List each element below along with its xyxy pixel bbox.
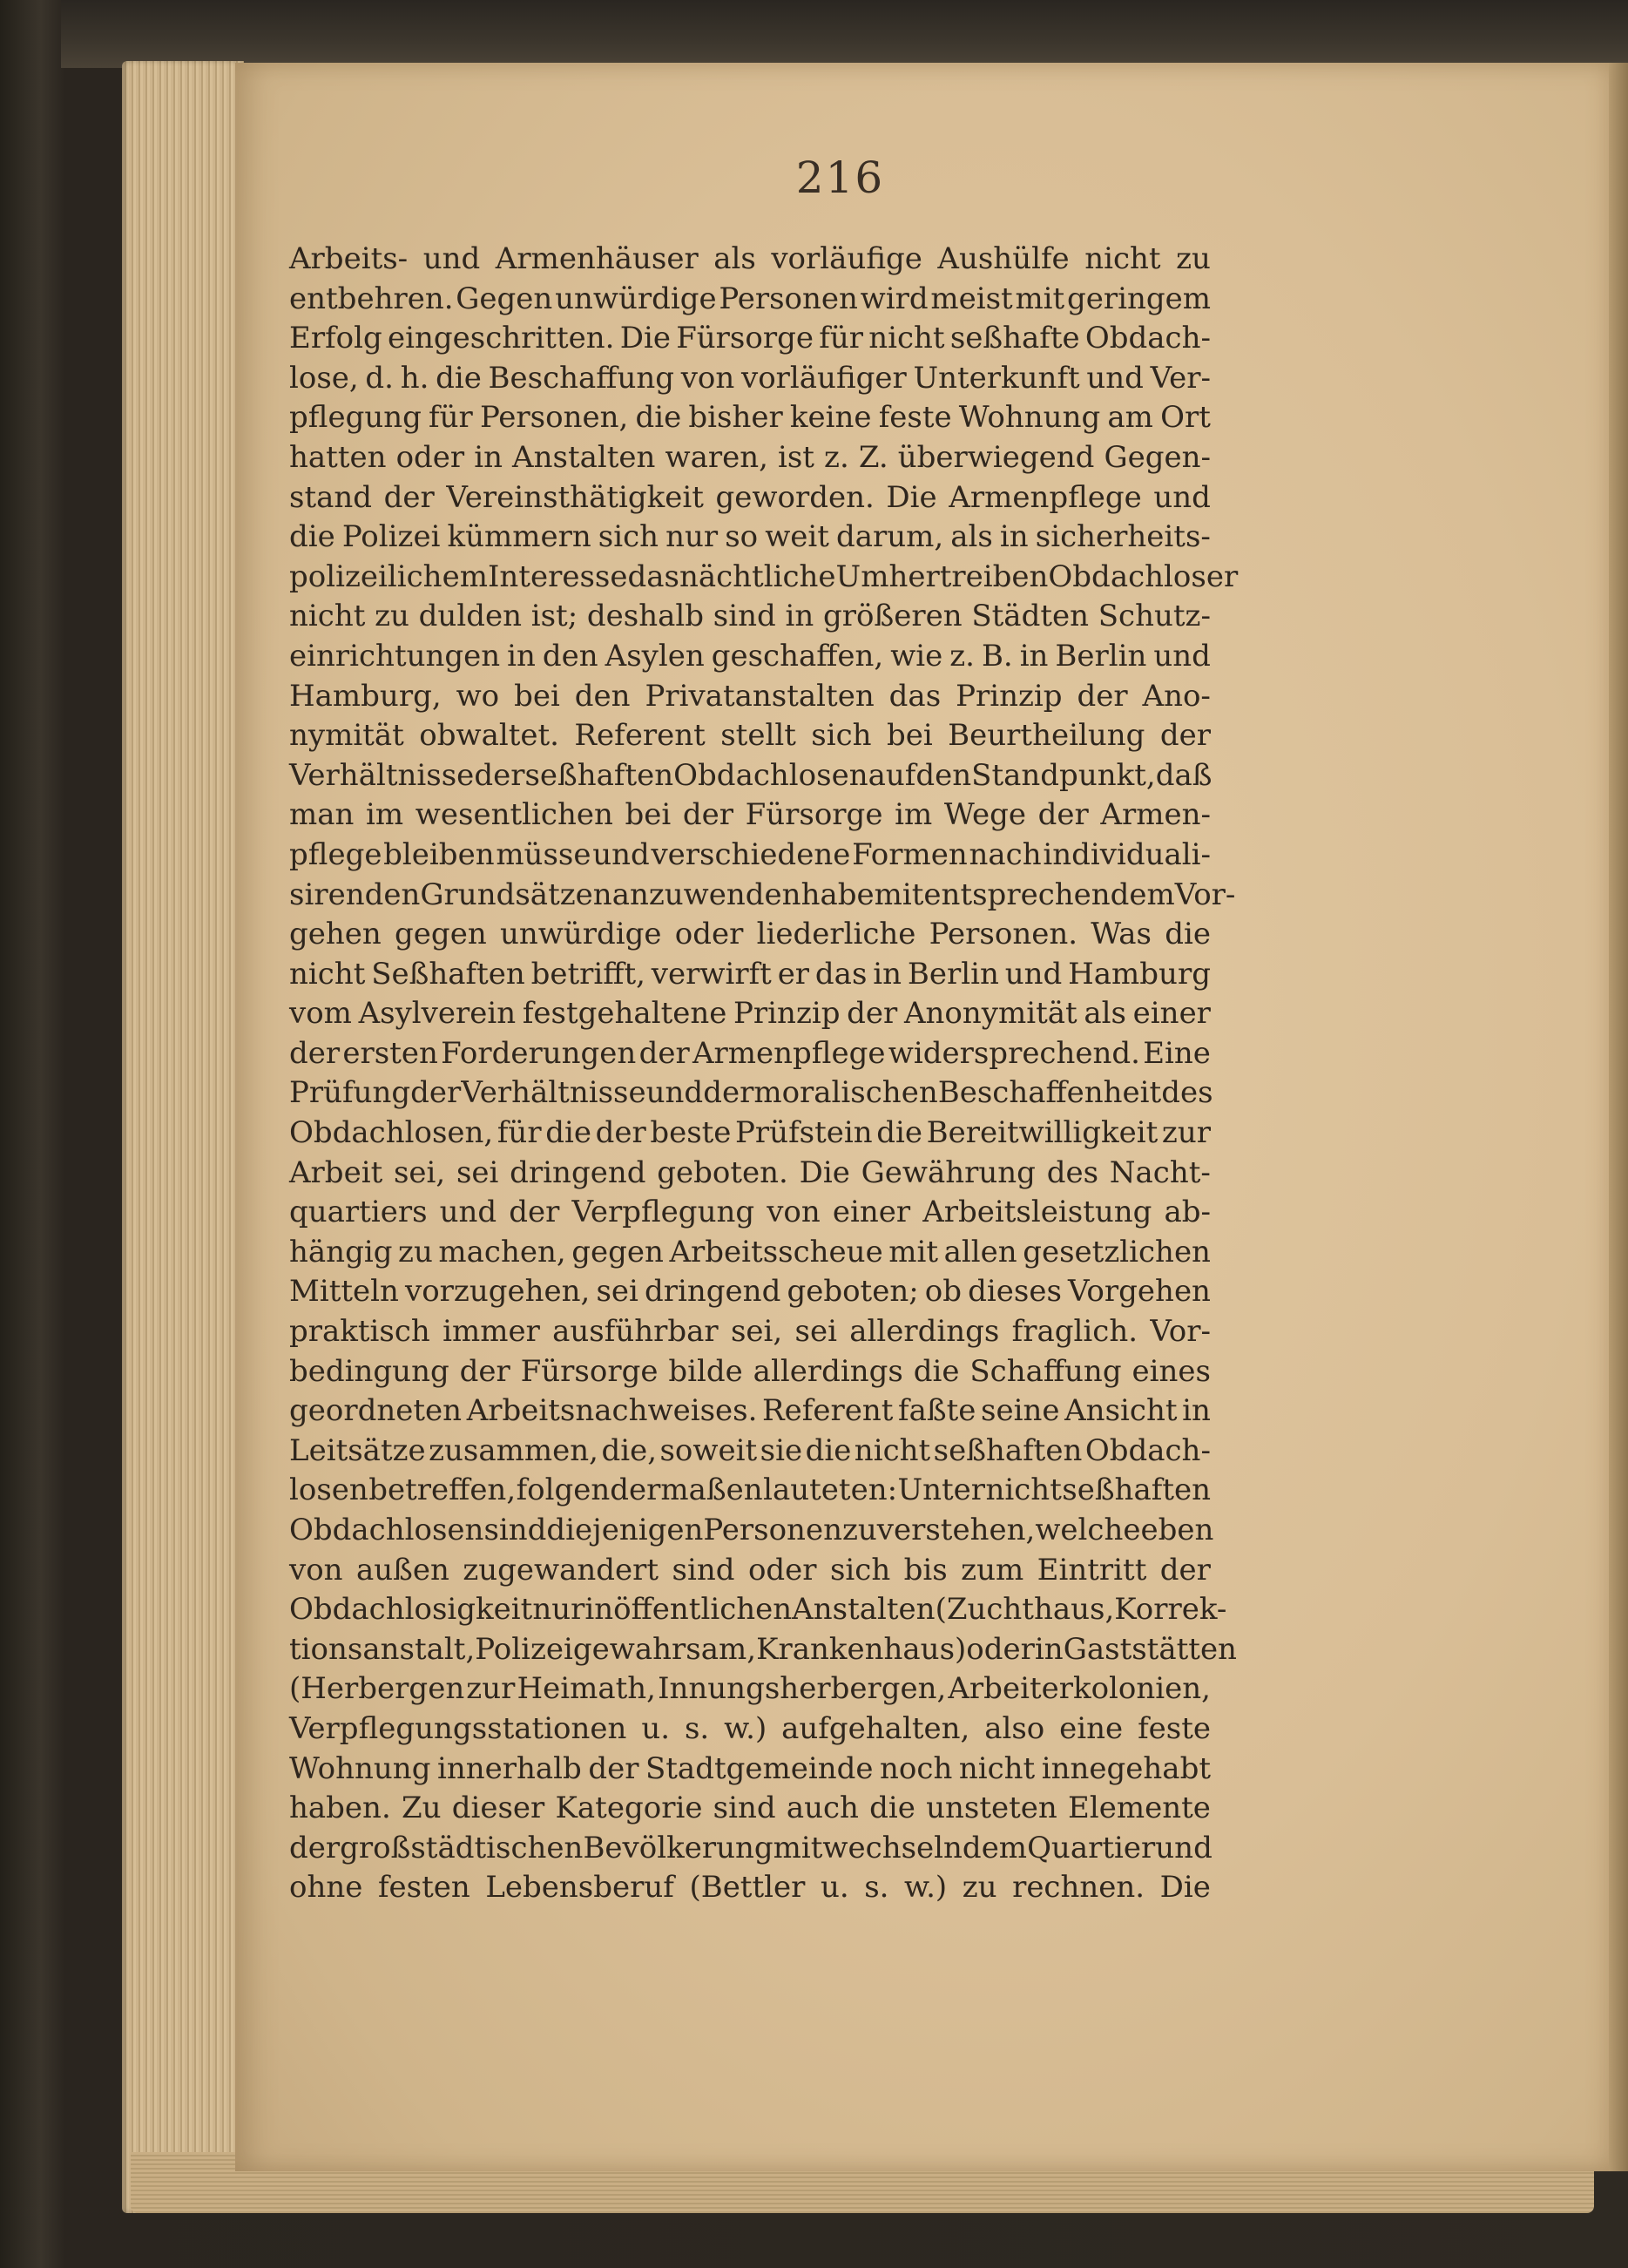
text-line: nicht Seßhaften betrifft, verwirft er das in Berlin und Hamburg (289, 956, 1211, 992)
text-line: vom Asylverein festgehaltene Prinzip der Anonymität als einer (289, 996, 1211, 1032)
text-line: Erfolg eingeschritten. Die Fürsorge für nicht seßhafte Obdach- (289, 321, 1211, 356)
book-binding (61, 0, 1628, 68)
text-line: Verhältnisse der seßhaften Obdachlosen auf den Standpunkt, daß (289, 757, 1213, 793)
text-line: tionsanstalt, Polizeigewahrsam, Krankenhaus) oder in Gaststätten (289, 1631, 1237, 1667)
next-page-edge (1609, 63, 1628, 2171)
text-line: Obdachlosen, für die der beste Prüfstein die Bereitwilligkeit zur (289, 1115, 1211, 1151)
text-line: die Polizei kümmern sich nur so weit darum, als in sicherheits- (289, 519, 1211, 555)
text-line: ohne festen Lebensberuf (Bettler u. s. w.) zu rechnen. Die (289, 1870, 1211, 1906)
text-line: pflege bleiben müsse und verschiedene Formen nach individuali- (289, 836, 1211, 872)
text-line: von außen zugewandert sind oder sich bis zum Eintritt der (289, 1552, 1211, 1588)
text-line: lose, d. h. die Beschaffung von vorläufiger Unterkunft und Ver- (289, 360, 1211, 396)
text-line: entbehren. Gegen unwürdige Personen wird meist mit geringem (289, 281, 1211, 316)
text-line: Hamburg, wo bei den Privatanstalten das Prinzip der Ano- (289, 678, 1211, 714)
text-line: Arbeits- und Armenhäuser als vorläufige Aushülfe nicht zu (289, 241, 1211, 276)
text-line: sirenden Grundsätzen anzuwenden habe mit entsprechendem Vor- (289, 877, 1236, 912)
text-line: Leitsätze zusammen, die, soweit sie die nicht seßhaften Obdach- (289, 1432, 1211, 1468)
text-line: praktisch immer ausführbar sei, sei allerdings fraglich. Vor- (289, 1314, 1211, 1350)
text-line: Mitteln vorzugehen, sei dringend geboten; ob dieses Vorgehen (289, 1274, 1211, 1310)
text-line: Obdachlosen sind diejenigen Personen zu verstehen, welche eben (289, 1513, 1214, 1547)
text-line: geordneten Arbeitsnachweises. Referent faßte seine Ansicht in (289, 1393, 1211, 1429)
text-line: Verpflegungsstationen u. s. w.) aufgehalten, also eine feste (289, 1710, 1211, 1746)
text-line: gehen gegen unwürdige oder liederliche Personen. Was die (289, 917, 1211, 952)
text-line: hatten oder in Anstalten waren, ist z. Z. überwiegend Gegen- (289, 439, 1211, 475)
text-line: haben. Zu dieser Kategorie sind auch die unsteten Elemente (289, 1791, 1211, 1826)
text-line: man im wesentlichen bei der Fürsorge im Wege der Armen- (289, 797, 1211, 833)
text-line: Obdachlosigkeit nur in öffentlichen Anstalten (Zuchthaus, Korrek- (289, 1592, 1227, 1628)
text-line: pflegung für Personen, die bisher keine feste Wohnung am Ort (289, 400, 1211, 436)
text-line: der großstädtischen Bevölkerung mit wechselndem Quartier und (289, 1830, 1213, 1865)
text-line: Wohnung innerhalb der Stadtgemeinde noch nicht innegehabt (289, 1750, 1211, 1786)
text-line: losen betreffen, folgendermaßen lauteten: Unter nicht seßhaften (289, 1473, 1211, 1508)
text-line: nicht zu dulden ist; deshalb sind in größeren Städten Schutz- (289, 599, 1211, 634)
page-number: 216 (795, 152, 885, 203)
body-text (289, 240, 1239, 1908)
text-line: hängig zu machen, gegen Arbeitsscheue mit allen gesetzlichen (289, 1234, 1211, 1269)
page-edges-left (122, 61, 244, 2213)
text-line: nymität obwaltet. Referent stellt sich bei Beurtheilung der (289, 718, 1211, 754)
text-line: bedingung der Fürsorge bilde allerdings die Schaffung eines (289, 1353, 1211, 1389)
text-line: quartiers und der Verpflegung von einer Arbeitsleistung ab- (289, 1195, 1211, 1230)
text-line: einrichtungen in den Asylen geschaffen, wie z. B. in Berlin und (289, 638, 1211, 674)
text-line: (Herbergen zur Heimath, Innungsherbergen, Arbeiterkolonien, (289, 1671, 1211, 1707)
text-line: polizeilichem Interesse das nächtliche Umhertreiben Obdachloser (289, 559, 1239, 594)
text-line: Prüfung der Verhältnisse und der moralischen Beschaffenheit des (289, 1075, 1213, 1111)
text-line: Arbeit sei, sei dringend geboten. Die Gewährung des Nacht- (289, 1154, 1211, 1190)
text-line: stand der Vereinsthätigkeit geworden. Die Armenpflege und (289, 479, 1211, 515)
text-line: der ersten Forderungen der Armenpflege widersprechend. Eine (289, 1035, 1211, 1071)
